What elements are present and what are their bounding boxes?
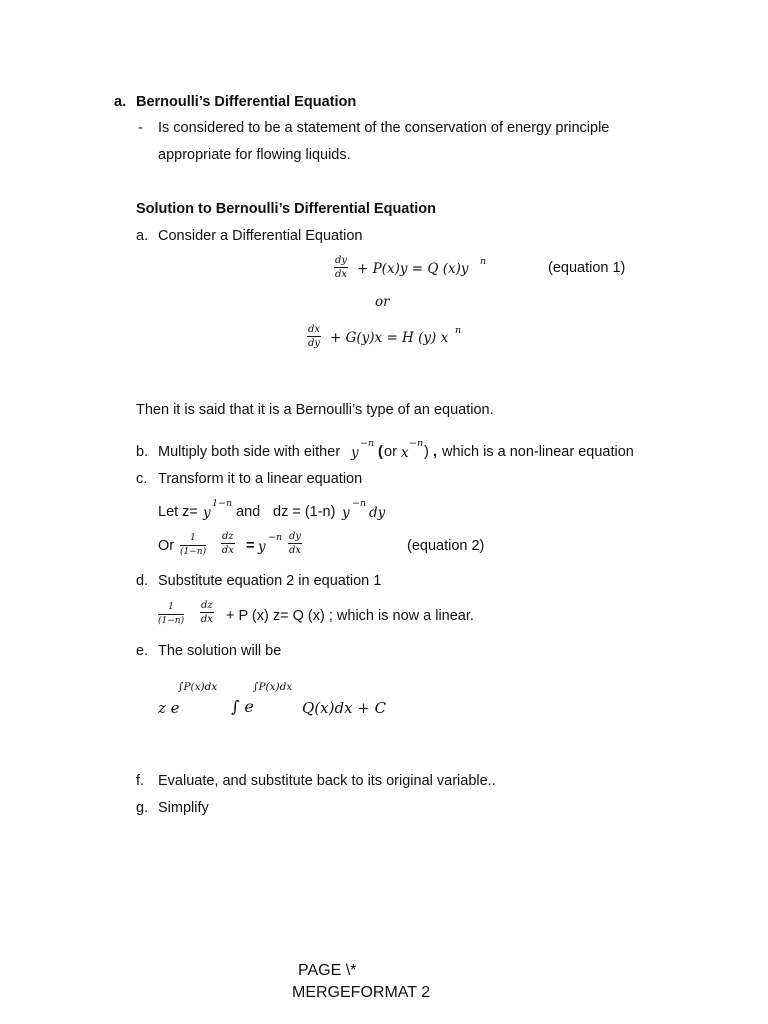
eq1b-body: + G(y)x = H (y) x: [330, 330, 449, 346]
eq1b-frac-num: dx: [308, 324, 321, 335]
let-exp: 1−n: [212, 498, 233, 509]
solution-heading: Solution to Bernoulli’s Differential Equation: [136, 201, 436, 217]
c-rhs-var: y: [258, 539, 266, 555]
step-b-comma: ,: [433, 444, 438, 460]
step-a-text: Consider a Differential Equation: [158, 228, 363, 244]
description-line-1: Is considered to be a statement of the conservation of energy principle: [158, 120, 610, 136]
dz-exp: −n: [352, 498, 367, 509]
c-frac-3: [288, 531, 302, 556]
step-g-marker: g.: [136, 800, 149, 816]
eq1-exponent: n: [480, 256, 487, 267]
c-frac-1: [180, 533, 206, 558]
d-frac-2-den: dx: [200, 614, 213, 625]
solution-exp-2: ∫P(x)dx: [253, 681, 293, 693]
eq1b-fraction: [307, 324, 321, 349]
let-prefix: Let z=: [158, 504, 198, 520]
step-d-rest: + P (x) z= Q (x) ; which is now a linear.: [226, 608, 474, 624]
step-b-text-2: which is a non-linear equation: [442, 444, 634, 460]
eq2-label: (equation 2): [407, 538, 485, 554]
step-c-marker: c.: [136, 471, 148, 487]
step-d-marker: d.: [136, 573, 149, 589]
bullet-dash: -: [138, 120, 143, 136]
footer-field-line-2: MERGEFORMAT 2: [292, 984, 431, 1001]
step-b-exp1: −n: [360, 438, 375, 449]
step-c-text: Transform it to a linear equation: [158, 471, 363, 487]
c-frac-2-den: dx: [221, 545, 234, 556]
solution-tail: Q(x)dx + C: [302, 699, 387, 717]
solution-exp-1: ∫P(x)dx: [178, 681, 218, 693]
c-frac-2: [221, 531, 235, 556]
step-b-or: or: [384, 444, 397, 460]
eq1-fraction: [334, 255, 348, 280]
let-var: y: [203, 505, 211, 521]
dz-var: y: [342, 505, 350, 521]
c-frac-3-num: dy: [289, 531, 302, 542]
then-text: Then it is said that it is a Bernoulli’s type of an equation.: [136, 402, 494, 418]
solution-int-e: ∫ e: [231, 697, 254, 716]
step-b-marker: b.: [136, 444, 149, 460]
eq1-frac-num: dy: [335, 255, 348, 266]
step-b-var1: y: [351, 445, 359, 461]
step-b-exp2: −n: [409, 438, 424, 449]
or-prefix: Or: [158, 538, 175, 554]
d-frac-1-den: (1−n): [158, 616, 185, 626]
c-frac-2-num: dz: [222, 531, 234, 542]
step-e-text: The solution will be: [158, 643, 282, 659]
step-b-text: Multiply both side with either: [158, 444, 341, 460]
step-a-marker: a.: [136, 228, 149, 244]
eq1b-exponent: n: [455, 325, 462, 336]
d-frac-1: [158, 602, 184, 627]
or-text: or: [375, 294, 390, 310]
c-frac-1-den: (1−n): [180, 547, 207, 557]
step-e-marker: e.: [136, 643, 149, 659]
step-b-paren-close: ): [424, 444, 429, 460]
section-heading: Bernoulli’s Differential Equation: [136, 94, 357, 110]
step-g-text: Simplify: [158, 800, 209, 816]
footer-field-line-1: PAGE \*: [298, 962, 357, 979]
d-frac-2-num: dz: [201, 600, 213, 611]
dz-dy: dy: [369, 505, 386, 521]
dz-text: dz = (1-n): [273, 504, 336, 520]
step-f-text: Evaluate, and substitute back to its original variable..: [158, 773, 496, 789]
eq1-frac-den: dx: [335, 269, 348, 280]
step-d-text: Substitute equation 2 in equation 1: [158, 573, 382, 589]
section-marker: a.: [114, 94, 127, 110]
d-frac-2: [200, 600, 214, 625]
and-text: and: [236, 504, 261, 520]
description-line-2: appropriate for flowing liquids.: [158, 147, 351, 163]
c-equals: =: [246, 538, 255, 554]
eq1-body: + P(x)y = Q (x)y: [357, 261, 469, 277]
step-f-marker: f.: [136, 773, 145, 789]
eq1b-frac-den: dy: [307, 338, 321, 349]
d-frac-1-num: 1: [158, 602, 184, 615]
solution-z-e: z e: [158, 699, 180, 717]
step-b-var2: x: [401, 445, 409, 461]
c-frac-3-den: dx: [289, 545, 302, 556]
step-b-paren-open: (: [378, 444, 383, 460]
eq1-label: (equation 1): [548, 260, 626, 276]
c-rhs-exp: −n: [268, 532, 283, 543]
c-frac-1-num: 1: [180, 533, 206, 546]
